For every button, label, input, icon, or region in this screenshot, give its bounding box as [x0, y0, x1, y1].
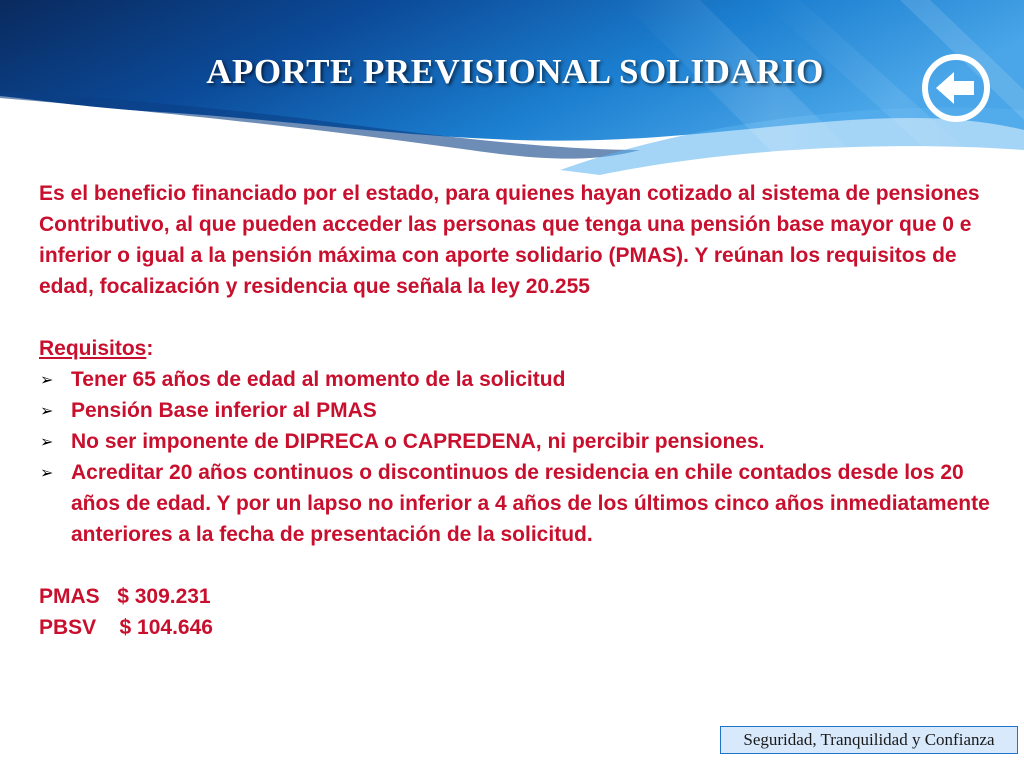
pbsv-amount — [39, 612, 999, 643]
requirements-label: Requisitos — [39, 337, 147, 360]
intro-paragraph: Es el beneficio financiado por el estado, para quienes hayan cotizado al sistema de pensiones Contributivo, al que pueden acceder las personas que tenga una pensión base mayor que 0 e inferior o igual a la pensión máxima con aporte solidario (PMAS). Y reúnan los requisitos de edad, focalización y residencia que señala la ley 20.255 — [39, 182, 980, 298]
requirement-text: No ser imponente de DIPRECA o CAPREDENA, ni percibir pensiones. — [71, 430, 765, 453]
slide-content — [39, 178, 999, 643]
arrow-bullet-icon: ➢ — [40, 463, 54, 482]
amount-label: PBSV — [39, 616, 97, 639]
amount-value: $ 104.646 — [96, 616, 213, 639]
requirement-text: Acreditar 20 años continuos o discontinuos de residencia en chile contados desde los 20 años de edad. Y por un lapso no inferior a 4 años de los últimos cinco años inmediatamente anteriores a la fecha de presentación de la solicitud. — [71, 461, 990, 546]
requirement-item — [39, 426, 999, 457]
pmas-amount — [39, 581, 999, 612]
arrow-bullet-icon: ➢ — [40, 401, 54, 420]
amount-value: $ 309.231 — [99, 585, 211, 608]
arrow-bullet-icon: ➢ — [40, 432, 54, 451]
requirement-item — [39, 364, 999, 395]
arrow-bullet-icon: ➢ — [40, 370, 54, 389]
amounts-block — [39, 581, 999, 643]
footer-tagline: Seguridad, Tranquilidad y Confianza — [720, 726, 1018, 754]
requirements-list — [39, 364, 999, 550]
requirements-colon: : — [146, 337, 154, 360]
requirement-item — [39, 457, 999, 550]
amount-label: PMAS — [39, 585, 100, 608]
header-background — [0, 0, 1024, 200]
requirement-item — [39, 395, 999, 426]
requirement-text: Pensión Base inferior al PMAS — [71, 399, 377, 422]
requirements-heading — [39, 333, 999, 364]
back-arrow-icon[interactable] — [920, 52, 992, 124]
requirement-text: Tener 65 años de edad al momento de la solicitud — [71, 368, 566, 391]
slide-title: APORTE PREVISIONAL SOLIDARIO — [206, 52, 824, 91]
